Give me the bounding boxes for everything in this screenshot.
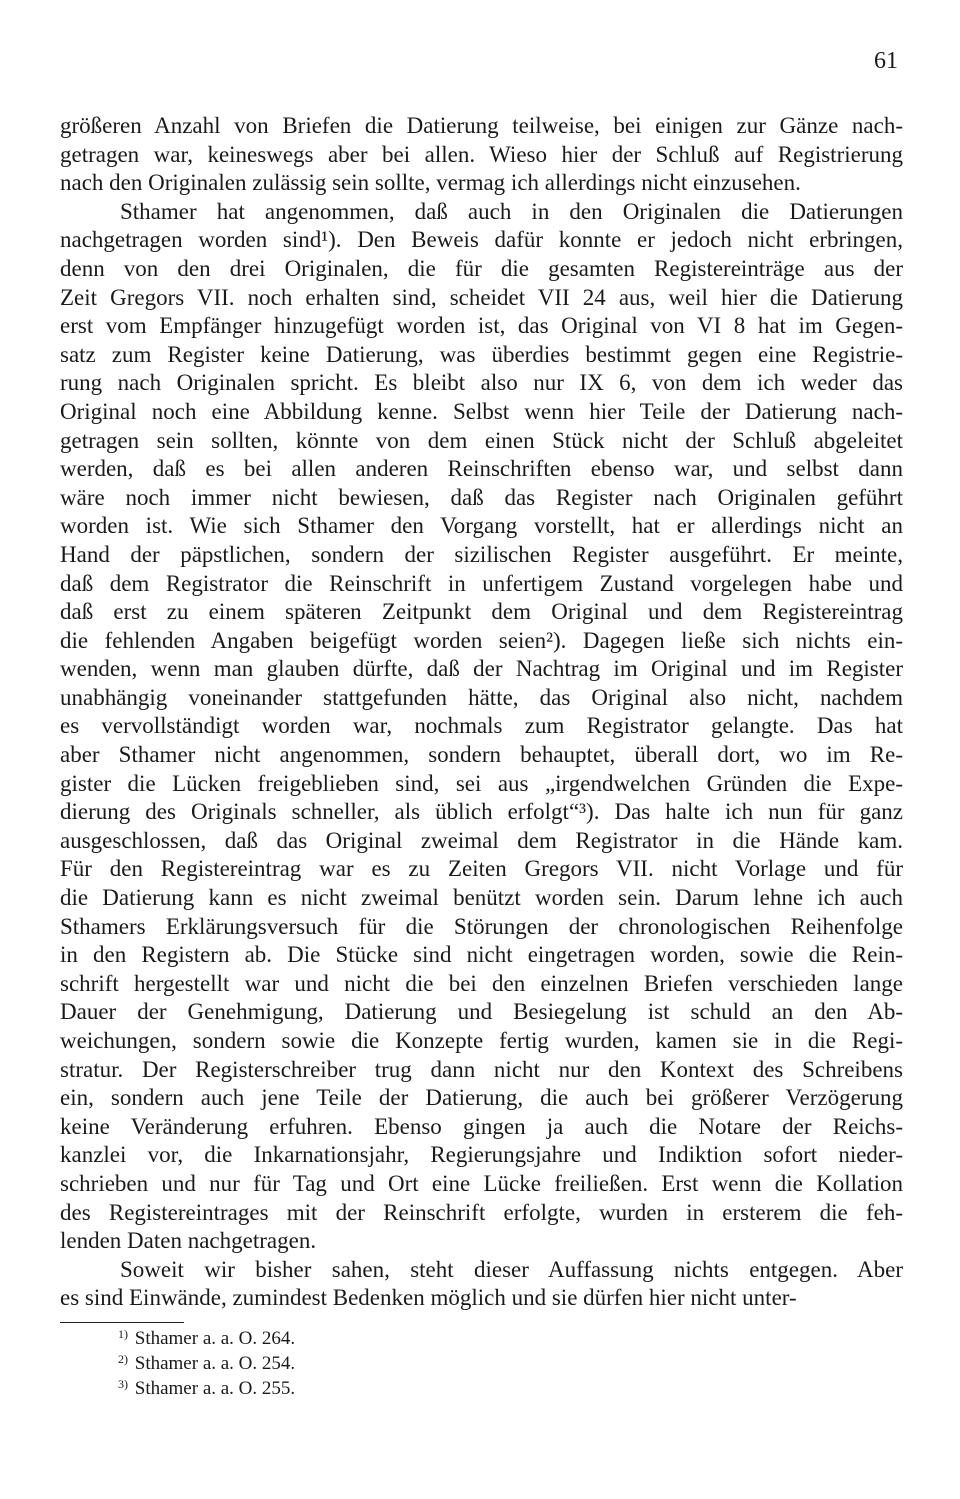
text-line: Zeit Gregors VII. noch erhalten sind, scheidet VII 24 aus, weil hier die Datierung xyxy=(60,284,903,310)
text-line: es sind Einwände, zumindest Bedenken möglich und sie dürfen hier nicht unter- xyxy=(60,1285,797,1311)
text-line: stratur. Der Registerschreiber trug dann nicht nur den Kontext des Schreibens xyxy=(60,1056,903,1082)
footnote-mark: 2) xyxy=(118,1352,128,1366)
text-line: getragen sein sollten, könnte von dem einen Stück nicht der Schluß abgeleitet xyxy=(60,427,903,453)
text-line: erst vom Empfänger hinzugefügt worden ist, das Original von VI 8 hat im Gegen- xyxy=(60,313,903,339)
text-line: des Registereintrages mit der Reinschrift erfolgte, wurden in ersterem die feh- xyxy=(60,1199,903,1225)
text-line: schrift hergestellt war und nicht die bei den einzelnen Briefen verschieden lange xyxy=(60,970,903,996)
footnote-text: Sthamer a. a. O. 264. xyxy=(134,1328,296,1349)
text-line: werden, daß es bei allen anderen Reinschriften ebenso war, und selbst dann xyxy=(60,456,903,482)
footnote xyxy=(118,1351,295,1376)
body-text xyxy=(60,112,903,1313)
footnote-rule xyxy=(60,1322,184,1323)
text-line: es vervollständigt worden war, nochmals zum Registrator gelangte. Das hat xyxy=(60,713,903,739)
text-line: Soweit wir bisher sahen, steht dieser Auffassung nichts entgegen. Aber xyxy=(120,1256,903,1282)
text-line: ausgeschlossen, daß das Original zweimal dem Registrator in die Hände kam. xyxy=(60,827,903,853)
footnote-mark: 3) xyxy=(118,1377,128,1391)
footnote-mark: 1) xyxy=(118,1327,128,1341)
text-line: Für den Registereintrag war es zu Zeiten Gregors VII. nicht Vorlage und für xyxy=(60,856,903,882)
text-line: die Datierung kann es nicht zweimal benützt worden sein. Darum lehne ich auch xyxy=(60,885,903,911)
footnotes xyxy=(118,1326,295,1401)
footnote xyxy=(118,1376,295,1401)
text-line: getragen war, keineswegs aber bei allen. Wieso hier der Schluß auf Registrierung xyxy=(60,141,903,167)
text-line: Sthamers Erklärungsversuch für die Störungen der chronologischen Reihenfolge xyxy=(60,913,903,939)
text-line: keine Veränderung erfuhren. Ebenso gingen ja auch die Notare der Reichs- xyxy=(60,1113,903,1139)
page-number: 61 xyxy=(874,48,898,74)
text-line: Hand der päpstlichen, sondern der sizilischen Register ausgeführt. Er meinte, xyxy=(60,541,903,567)
text-line: Original noch eine Abbildung kenne. Selbst wenn hier Teile der Datierung nach- xyxy=(60,398,903,424)
text-line: daß erst zu einem späteren Zeitpunkt dem Original und dem Registereintrag xyxy=(60,599,903,625)
text-line: worden ist. Wie sich Sthamer den Vorgang vorstellt, hat er allerdings nicht an xyxy=(60,513,903,539)
text-line: größeren Anzahl von Briefen die Datierung teilweise, bei einigen zur Gänze nach- xyxy=(60,113,903,138)
text-line: denn von den drei Originalen, die für die gesamten Registereinträge aus der xyxy=(60,255,903,281)
text-line: nach den Originalen zulässig sein sollte, vermag ich allerdings nicht einzusehen. xyxy=(60,170,801,196)
text-line: wäre noch immer nicht bewiesen, daß das Register nach Originalen geführt xyxy=(60,484,903,510)
text-line: weichungen, sondern sowie die Konzepte fertig wurden, kamen sie in die Regi- xyxy=(60,1028,903,1053)
text-line: satz zum Register keine Datierung, was überdies bestimmt gegen eine Registrie- xyxy=(60,341,903,367)
text-line: die fehlenden Angaben beigefügt worden seien²). Dagegen ließe sich nichts ein- xyxy=(60,627,903,653)
text-line: dierung des Originals schneller, als üblich erfolgt“³). Das halte ich nun für ganz xyxy=(60,799,903,825)
text-line: lenden Daten nachgetragen. xyxy=(60,1228,317,1254)
text-line: daß dem Registrator die Reinschrift in unfertigem Zustand vorgelegen habe und xyxy=(60,570,903,596)
text-line: in den Registern ab. Die Stücke sind nicht eingetragen worden, sowie die Rein- xyxy=(60,942,903,968)
text-line: Dauer der Genehmigung, Datierung und Besiegelung ist schuld an den Ab- xyxy=(60,999,903,1025)
footnote-text: Sthamer a. a. O. 254. xyxy=(134,1353,296,1374)
text-line: wenden, wenn man glauben dürfte, daß der Nachtrag im Original und im Register xyxy=(60,656,903,682)
text-line: gister die Lücken freigeblieben sind, sei aus „irgendwelchen Gründen die Expe- xyxy=(60,770,903,796)
text-line: unabhängig voneinander stattgefunden hätte, das Original also nicht, nachdem xyxy=(60,684,903,710)
text-line: Sthamer hat angenommen, daß auch in den Originalen die Datierungen xyxy=(120,198,903,224)
footnote xyxy=(118,1326,295,1351)
text-line: schrieben und nur für Tag und Ort eine Lücke freiließen. Erst wenn die Kollation xyxy=(60,1170,903,1196)
text-line: nachgetragen worden sind¹). Den Beweis dafür konnte er jedoch nicht erbringen, xyxy=(60,227,903,253)
text-line: aber Sthamer nicht angenommen, sondern behauptet, überall dort, wo im Re- xyxy=(60,742,903,768)
text-line: rung nach Originalen spricht. Es bleibt also nur IX 6, von dem ich weder das xyxy=(60,370,903,396)
text-line: kanzlei vor, die Inkarnationsjahr, Regierungsjahre und Indiktion sofort nieder- xyxy=(60,1142,903,1168)
text-line: ein, sondern auch jene Teile der Datierung, die auch bei größerer Verzögerung xyxy=(60,1085,903,1111)
footnote-text: Sthamer a. a. O. 255. xyxy=(134,1378,296,1399)
